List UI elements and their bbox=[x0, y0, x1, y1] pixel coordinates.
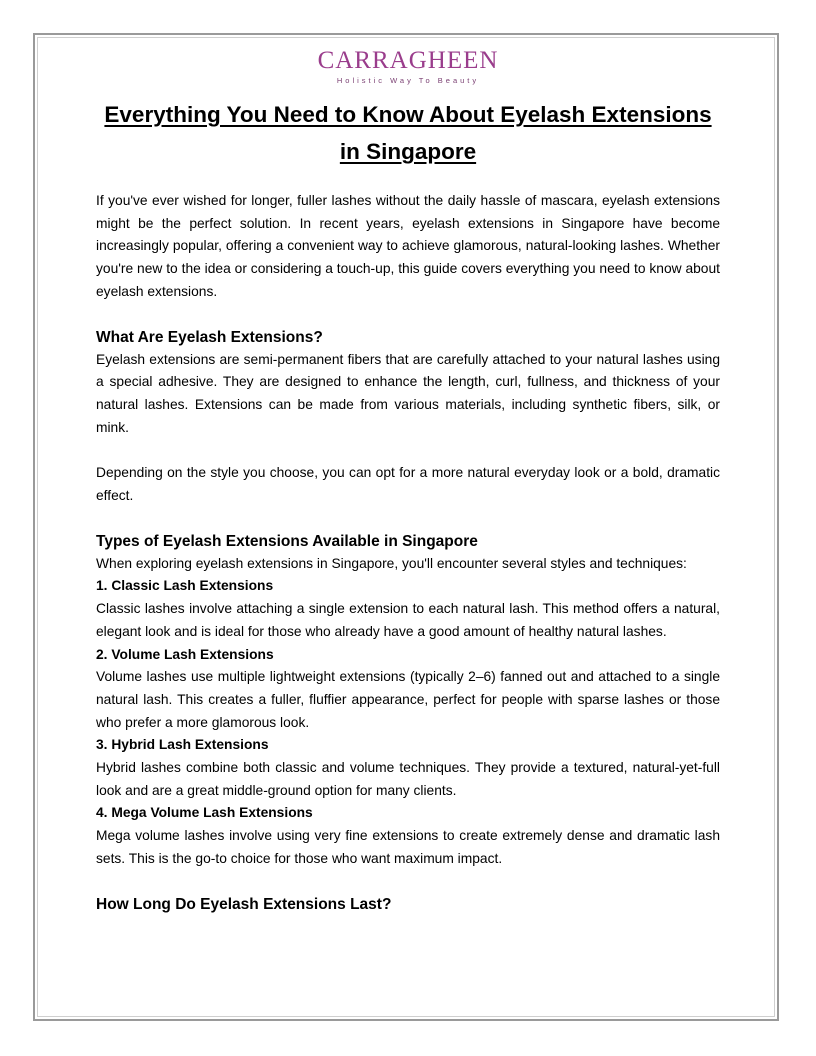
article-title: Everything You Need to Know About Eyelash Extensions in Singapore bbox=[104, 102, 712, 164]
type-text-mega-volume: Mega volume lashes involve using very fine extensions to create extremely dense and dramatic lash sets. This is the go-to choice for those who want maximum impact. bbox=[96, 828, 720, 866]
what-paragraph-2: Depending on the style you choose, you can opt for a more natural everyday look or a bold, dramatic effect. bbox=[96, 465, 720, 504]
type-heading-volume: 2. Volume Lash Extensions bbox=[96, 646, 274, 662]
section-heading-types: Types of Eyelash Extensions Available in Singapore bbox=[96, 532, 478, 550]
section-heading-how-long: How Long Do Eyelash Extensions Last? bbox=[96, 895, 392, 913]
type-heading-mega-volume: 4. Mega Volume Lash Extensions bbox=[96, 805, 313, 821]
logo-tagline: Holistic Way To Beauty bbox=[336, 76, 480, 85]
types-intro-paragraph: When exploring eyelash extensions in Singapore, you'll encounter several styles and techniques: bbox=[96, 555, 687, 571]
article-body bbox=[96, 96, 720, 916]
what-paragraph-1: Eyelash extensions are semi-permanent fibers that are carefully attached to your natural lashes using a special adhesive. They are designed to enhance the length, curl, fullness, and thickness of your natural lashes. Extensions can be made from various materials, including synthetic fibers, silk, or mink. bbox=[96, 351, 720, 435]
type-heading-hybrid: 3. Hybrid Lash Extensions bbox=[96, 737, 269, 753]
logo-name: CARRAGHEEN bbox=[317, 47, 499, 74]
type-heading-classic: 1. Classic Lash Extensions bbox=[96, 578, 274, 594]
type-text-classic: Classic lashes involve attaching a single extension to each natural lash. This method offers a natural, elegant look and is ideal for those who already have a good amount of healthy natural lashes. bbox=[96, 601, 720, 639]
type-text-hybrid: Hybrid lashes combine both classic and volume techniques. They provide a textured, natural-yet-full look and are a great middle-ground option for many clients. bbox=[96, 760, 720, 798]
logo bbox=[0, 48, 816, 85]
section-heading-what: What Are Eyelash Extensions? bbox=[96, 328, 323, 346]
intro-paragraph: If you've ever wished for longer, fuller lashes without the daily hassle of mascara, eyelash extensions might be the perfect solution. In recent years, eyelash extensions in Singapore have become increasingly popular, offering a convenient way to achieve glamorous, natural-looking lashes. Whether you're new to the idea or considering a touch-up, this guide covers everything you need to know about eyelash extensions. bbox=[96, 193, 720, 299]
type-text-volume: Volume lashes use multiple lightweight extensions (typically 2–6) fanned out and attached to a single natural lash. This creates a fuller, fluffier appearance, perfect for people with sparse lashes or those who prefer a more glamorous look. bbox=[96, 669, 720, 730]
